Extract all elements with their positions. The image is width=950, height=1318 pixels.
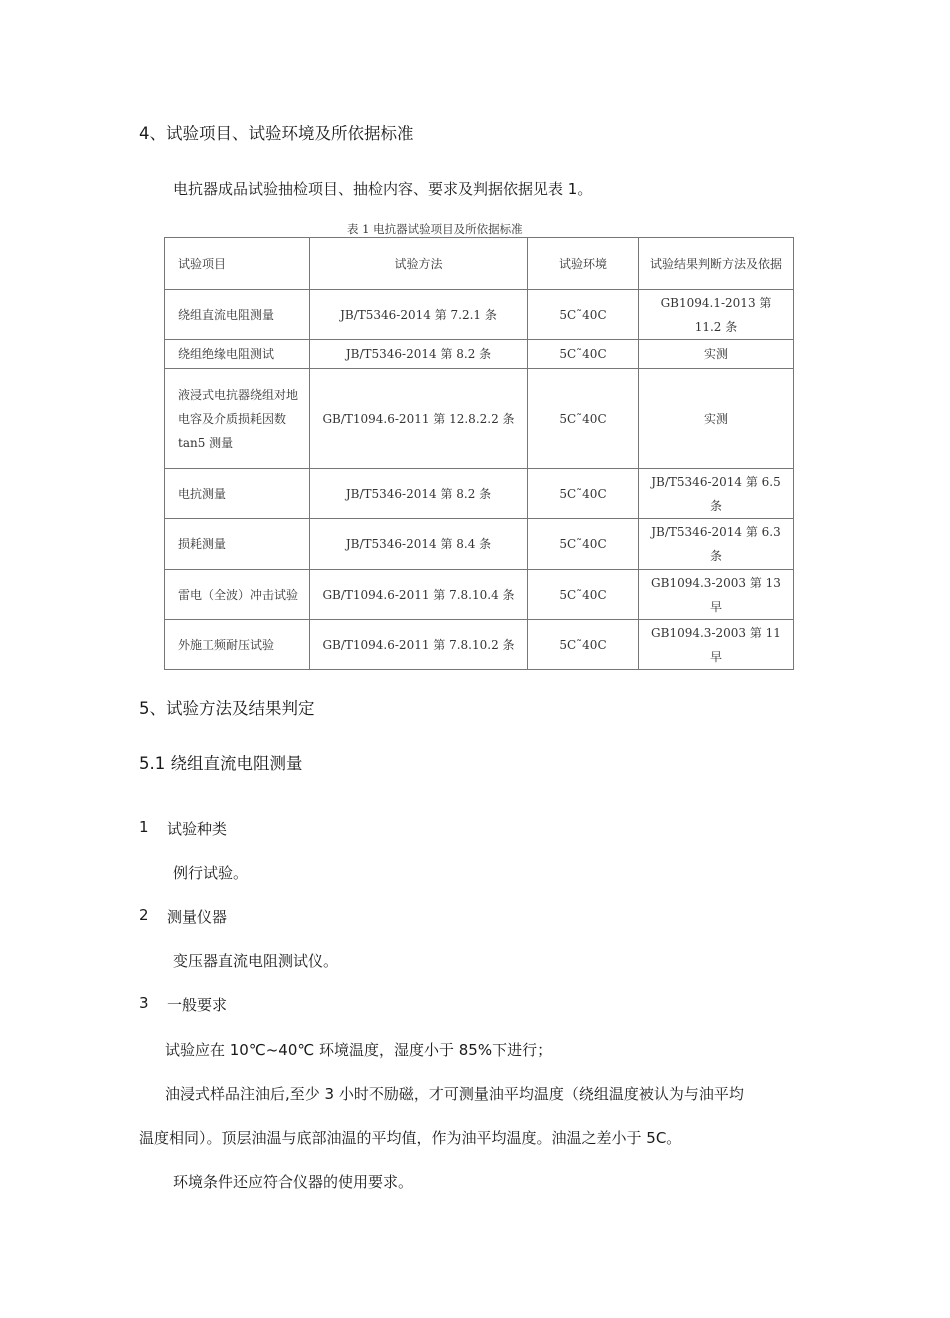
- cell-item: 外施工频耐压试验: [165, 620, 310, 670]
- cell-env: 5C˜40C: [528, 469, 639, 519]
- cell-method: JB/T5346-2014 第 8.2 条: [310, 469, 528, 519]
- section-4-heading: 4、试验项目、试验环境及所依据标准: [139, 124, 414, 143]
- item-text: 变压器直流电阻测试仪。: [173, 952, 339, 970]
- cell-method: GB/T1094.6-2011 第 7.8.10.2 条: [310, 620, 528, 670]
- cell-method: GB/T1094.6-2011 第 12.8.2.2 条: [310, 369, 528, 469]
- cell-method: JB/T5346-2014 第 8.4 条: [310, 519, 528, 570]
- cell-basis: GB1094.3-2003 第 13 早: [639, 570, 794, 620]
- item-title: 一般要求: [167, 996, 228, 1014]
- cell-method: JB/T5346-2014 第 7.2.1 条: [310, 290, 528, 340]
- cell-item: 绕组绝缘电阻测试: [165, 340, 310, 369]
- item-text: 例行试验。: [173, 864, 249, 882]
- cell-item: 液浸式电抗器绕组对地电容及介质损耗因数 tan5 测量: [165, 369, 310, 469]
- item-title: 试验种类: [167, 820, 228, 838]
- cell-basis: JB/T5346-2014 第 6.5 条: [639, 469, 794, 519]
- table-row: [165, 290, 794, 340]
- table-caption: 表 1 电抗器试验项目及所依据标准: [347, 222, 523, 236]
- requirement-line: 环境条件还应符合仪器的使用要求。: [173, 1173, 414, 1191]
- cell-env: 5C˜40C: [528, 369, 639, 469]
- table-row: [165, 620, 794, 670]
- header-cell-env: 试验环境: [528, 238, 639, 290]
- cell-basis: GB1094.1-2013 第 11.2 条: [639, 290, 794, 340]
- requirement-line: 温度相同）。顶层油温与底部油温的平均值，作为油平均温度。油温之差小于 5C。: [139, 1129, 682, 1147]
- requirement-line: 油浸式样品注油后,至少 3 小时不励磁，才可测量油平均温度（绕组温度被认为与油平均: [165, 1085, 744, 1103]
- item-title: 测量仪器: [167, 908, 228, 926]
- cell-env: 5C˜40C: [528, 290, 639, 340]
- item-number: 3: [139, 994, 149, 1012]
- header-cell-basis: 试验结果判断方法及依据: [639, 238, 794, 290]
- table-row: [165, 519, 794, 570]
- header-cell-method: 试验方法: [310, 238, 528, 290]
- test-items-table: [164, 237, 794, 670]
- cell-env: 5C˜40C: [528, 340, 639, 369]
- item-number: 1: [139, 818, 149, 836]
- cell-basis: 实测: [639, 369, 794, 469]
- cell-env: 5C˜40C: [528, 570, 639, 620]
- cell-item: 雷电（全波）冲击试验: [165, 570, 310, 620]
- section-4-intro: 电抗器成品试验抽检项目、抽检内容、要求及判据依据见表 1。: [173, 180, 593, 198]
- item-number: 2: [139, 906, 149, 924]
- section-5-heading: 5、试验方法及结果判定: [139, 699, 315, 718]
- table-row: [165, 469, 794, 519]
- cell-method: JB/T5346-2014 第 8.2 条: [310, 340, 528, 369]
- table-row: [165, 570, 794, 620]
- table-row: [165, 369, 794, 469]
- cell-basis: 实测: [639, 340, 794, 369]
- section-5-1-heading: 5.1 绕组直流电阻测量: [139, 754, 303, 773]
- cell-basis: GB1094.3-2003 第 11 早: [639, 620, 794, 670]
- cell-env: 5C˜40C: [528, 620, 639, 670]
- cell-item: 电抗测量: [165, 469, 310, 519]
- cell-env: 5C˜40C: [528, 519, 639, 570]
- requirement-line: 试验应在 10℃~40℃ 环境温度，湿度小于 85%下进行；: [165, 1041, 553, 1059]
- cell-item: 绕组直流电阻测量: [165, 290, 310, 340]
- cell-method: GB/T1094.6-2011 第 7.8.10.4 条: [310, 570, 528, 620]
- header-cell-item: 试验项目: [165, 238, 310, 290]
- table-row: [165, 340, 794, 369]
- cell-basis: JB/T5346-2014 第 6.3 条: [639, 519, 794, 570]
- cell-item: 损耗测量: [165, 519, 310, 570]
- table-header-row: [165, 238, 794, 290]
